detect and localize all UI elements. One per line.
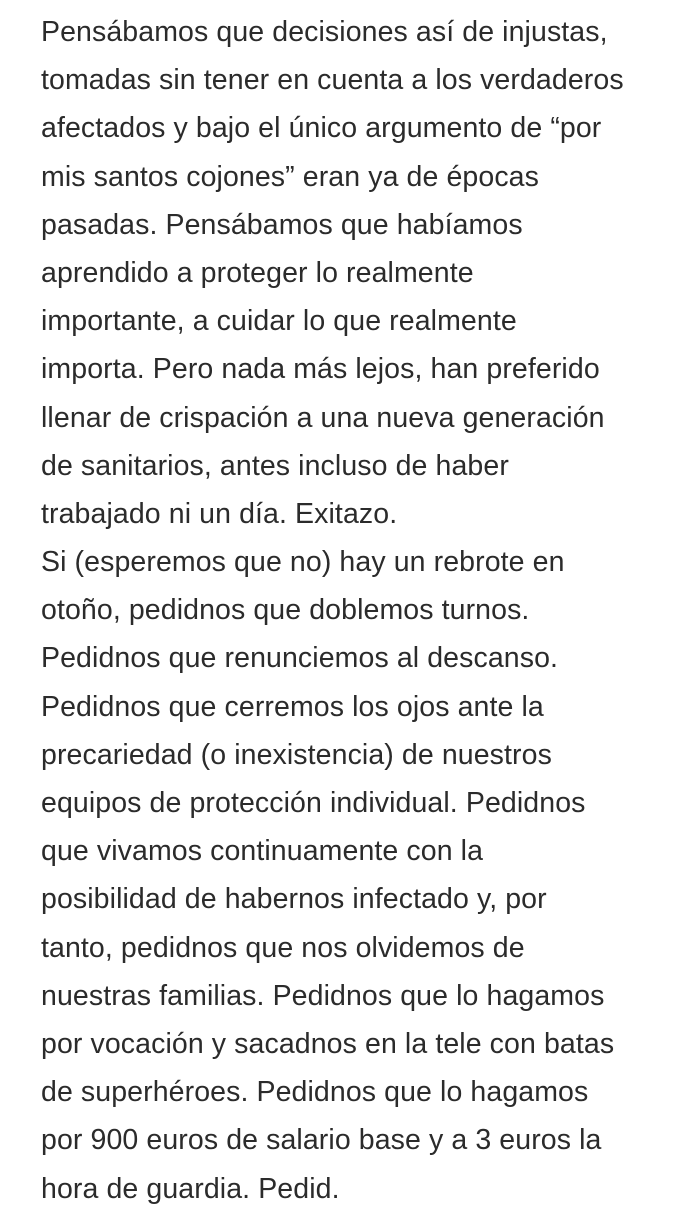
text-line: Pensábamos que decisiones así de injustas, — [41, 16, 608, 48]
text-line: equipos de protección individual. Pedidnos — [41, 787, 586, 819]
text-line: importante, a cuidar lo que realmente — [41, 305, 517, 338]
text-line: afectados y bajo el único argumento de “por — [41, 112, 602, 145]
text-line: por vocación y sacadnos en la tele con batas — [41, 1027, 615, 1060]
document-text — [41, 8, 691, 1213]
text-line: de sanitarios, antes incluso de haber — [41, 449, 509, 482]
text-line: Pedidnos que cerremos los ojos ante la — [41, 690, 544, 723]
text-line: otoño, pedidnos que doblemos turnos. — [41, 594, 530, 627]
text-line: precariedad (o inexistencia) de nuestros — [41, 738, 552, 771]
text-line: por 900 euros de salario base y a 3 euros la — [41, 1124, 602, 1157]
paragraph-2 — [41, 538, 691, 1213]
text-line: hora de guardia. Pedid. — [41, 1172, 340, 1205]
text-line: importa. Pero nada más lejos, han preferido — [41, 353, 600, 386]
text-line: que vivamos continuamente con la — [41, 835, 484, 868]
text-line: Pedidnos que renunciemos al descanso. — [41, 642, 559, 675]
paragraph-1 — [41, 8, 691, 538]
text-line: posibilidad de habernos infectado y, por — [41, 883, 547, 916]
text-line: nuestras familias. Pedidnos que lo hagamos — [41, 979, 605, 1012]
text-line: pasadas. Pensábamos que habíamos — [41, 208, 523, 241]
text-line: aprendido a proteger lo realmente — [41, 256, 474, 289]
text-line: de superhéroes. Pedidnos que lo hagamos — [41, 1076, 589, 1109]
text-line: trabajado ni un día. Exitazo. — [41, 497, 398, 530]
text-line: mis santos cojones” eran ya de épocas — [41, 160, 539, 193]
text-line: Si (esperemos que no) hay un rebrote en — [41, 546, 565, 579]
text-line: tomadas sin tener en cuenta a los verdaderos — [41, 64, 624, 97]
text-line: llenar de crispación a una nueva generación — [41, 401, 605, 434]
text-line: tanto, pedidnos que nos olvidemos de — [41, 931, 525, 964]
